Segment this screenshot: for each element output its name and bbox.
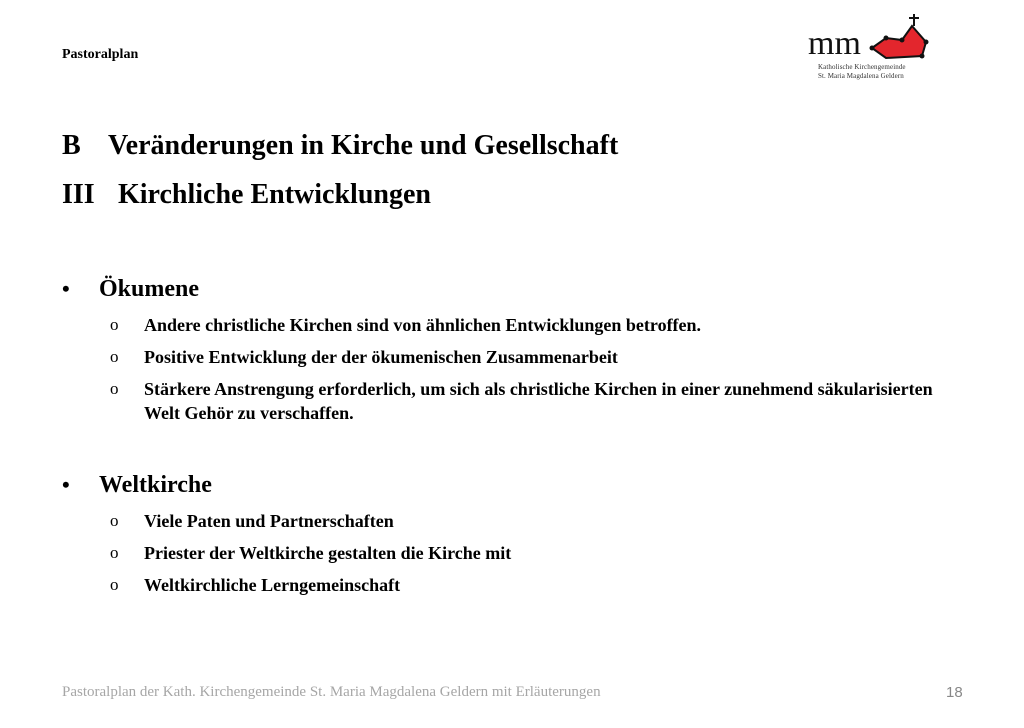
- title-prefix: B: [62, 130, 81, 161]
- list-item-text: Andere christliche Kirchen sind von ähnlichen Entwicklungen betroffen.: [144, 315, 702, 335]
- list-item-text: Stärkere Anstrengung erforderlich, um sich als christliche Kirchen in einer zunehmend säkularisierten Welt Gehör zu verschaffen.: [144, 379, 933, 423]
- logo-letters: mm: [808, 25, 861, 62]
- sub-list: [62, 509, 964, 597]
- list-item-text: Positive Entwicklung der der ökumenischen Zusammenarbeit: [144, 347, 618, 367]
- sub-list: [62, 313, 964, 425]
- circle-bullet-icon: o: [110, 543, 119, 562]
- slide-title-line-1: [62, 130, 618, 162]
- circle-bullet-icon: o: [110, 315, 119, 334]
- title-text: Veränderungen in Kirche und Gesellschaft: [108, 130, 619, 161]
- logo-line-1: Katholische Kirchengemeinde: [818, 63, 906, 71]
- logo-dot: [924, 40, 929, 45]
- list-item: [62, 345, 964, 369]
- logo-dot: [884, 36, 889, 41]
- list-item-text: Weltkirchliche Lerngemeinschaft: [144, 575, 401, 595]
- parish-logo: [806, 12, 934, 84]
- bullet-icon: •: [62, 276, 70, 301]
- section-oekumene: [62, 276, 964, 433]
- circle-bullet-icon: o: [110, 379, 119, 398]
- page-number: 18: [946, 684, 963, 701]
- circle-bullet-icon: o: [110, 575, 119, 594]
- list-item: [62, 313, 964, 337]
- footer-text: Pastoralplan der Kath. Kirchengemeinde St. Maria Magdalena Geldern mit Erläuterungen: [62, 684, 601, 700]
- list-item-text: Priester der Weltkirche gestalten die Kirche mit: [144, 543, 512, 563]
- logo-line-2: St. Maria Magdalena Geldern: [818, 72, 904, 80]
- logo-dot: [900, 38, 905, 43]
- title-text: Kirchliche Entwicklungen: [118, 179, 431, 210]
- circle-bullet-icon: o: [110, 511, 119, 530]
- logo-church-shape: [872, 26, 926, 58]
- title-prefix: III: [62, 179, 95, 210]
- header-label: Pastoralplan: [62, 47, 139, 62]
- slide-title-line-2: [62, 179, 431, 211]
- list-item: [62, 509, 964, 533]
- list-item: [62, 377, 964, 425]
- section-weltkirche: [62, 472, 964, 605]
- section-heading-row: [62, 276, 964, 303]
- parish-logo-graphic: [806, 12, 934, 62]
- logo-dot: [870, 46, 875, 51]
- logo-dot: [920, 54, 925, 59]
- bullet-icon: •: [62, 472, 70, 497]
- list-item: [62, 541, 964, 565]
- list-item-text: Viele Paten und Partnerschaften: [144, 511, 394, 531]
- section-heading: Ökumene: [99, 276, 200, 302]
- list-item: [62, 573, 964, 597]
- circle-bullet-icon: o: [110, 347, 119, 366]
- section-heading-row: [62, 472, 964, 499]
- section-heading: Weltkirche: [99, 472, 212, 498]
